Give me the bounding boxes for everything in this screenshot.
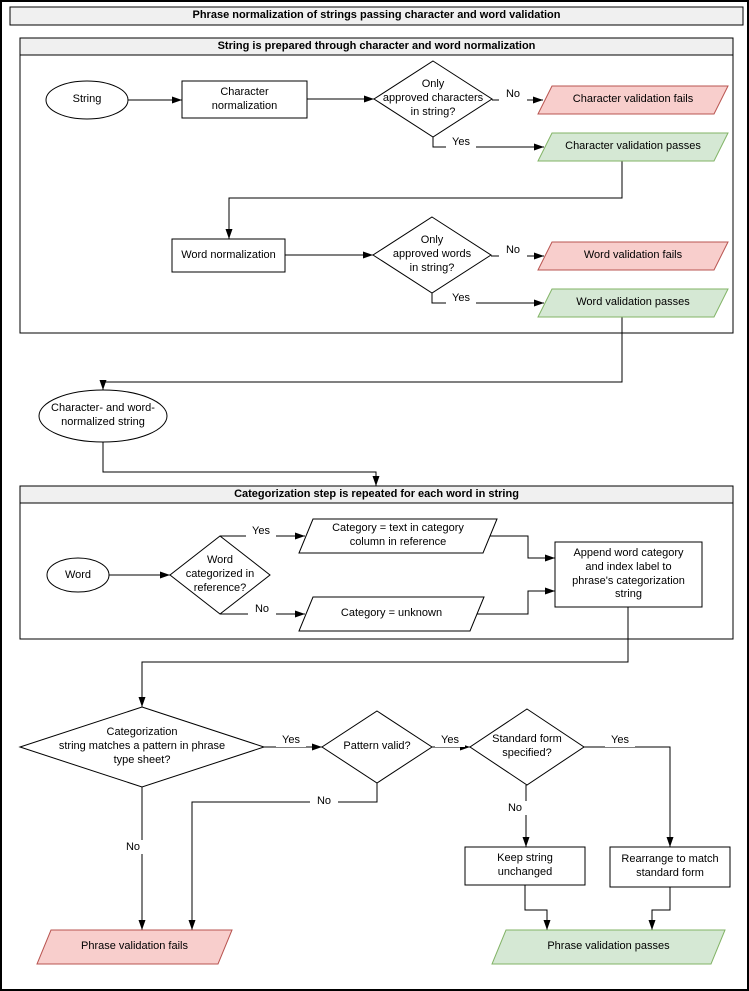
phrase-fail-label: Phrase validation fails	[80, 940, 188, 953]
pattern-valid-label: Pattern valid?	[343, 740, 411, 753]
edge-keep-to-pass	[525, 885, 547, 930]
keep-string-rect	[465, 847, 585, 885]
edge-label-yes-charcheck: Yes	[446, 135, 476, 149]
word-categorized-label: Word categorized in reference?	[185, 554, 255, 594]
string-ellipse	[46, 81, 128, 119]
char-normalization-rect	[182, 81, 307, 118]
word-normalization-label: Word normalization	[181, 248, 276, 261]
edge-label-no-patternvalid: No	[310, 794, 338, 808]
normalized-string-ellipse	[39, 390, 167, 442]
word-fail-label: Word validation fails	[583, 249, 683, 262]
word-fail-parallelogram	[538, 242, 728, 270]
section-prep-header	[20, 38, 733, 55]
phrase-fail-parallelogram	[37, 930, 232, 964]
word-normalization-rect	[172, 239, 285, 272]
edge-label-no-charcheck: No	[499, 87, 527, 101]
word-label: Word	[64, 568, 92, 581]
edge-label-no-standardform: No	[501, 801, 529, 815]
standard-form-diamond	[470, 709, 584, 785]
pattern-valid-diamond	[322, 711, 432, 783]
category-ref-parallelogram	[299, 519, 497, 553]
edge-rearrange-to-pass	[652, 887, 670, 930]
edge-wordcheck-yes	[432, 293, 544, 303]
edge-standardform-yes	[584, 747, 670, 847]
char-check-diamond	[374, 61, 492, 137]
edge-wordpass-to-normalized	[103, 317, 622, 390]
section-cat-header	[20, 486, 733, 503]
word-pass-parallelogram	[538, 289, 728, 317]
phrase-pass-label: Phrase validation passes	[547, 940, 670, 953]
pattern-match-label: Categorization string matches a pattern in phrase type sheet?	[58, 726, 226, 766]
word-check-label: Only approved words in string?	[392, 234, 472, 274]
normalized-string-label: Character- and word- normalized string	[51, 402, 155, 428]
char-normalization-label: Character normalization	[211, 85, 278, 112]
main-title: Phrase normalization of strings passing character and word validation	[192, 9, 561, 22]
edge-normalized-to-section2	[103, 442, 376, 486]
main-title-bar	[10, 7, 743, 25]
category-unknown-parallelogram	[299, 597, 484, 631]
section-cat-title: Categorization step is repeated for each word in string	[234, 487, 519, 500]
keep-string-label: Keep string unchanged	[497, 852, 553, 878]
char-fail-label: Character validation fails	[572, 93, 694, 106]
word-check-diamond	[373, 217, 491, 293]
edge-label-no-patternmatch: No	[119, 840, 147, 854]
edge-label-yes-standardform: Yes	[605, 733, 635, 747]
word-ellipse	[47, 558, 109, 592]
char-check-label: Only approved characters in string?	[382, 78, 484, 118]
edge-label-yes-wordcat: Yes	[246, 524, 276, 538]
category-ref-label: Category = text in category column in reference	[332, 522, 464, 548]
pattern-match-diamond	[20, 707, 264, 787]
edge-catref-to-append	[490, 536, 555, 558]
edge-label-no-wordcat: No	[248, 602, 276, 616]
rearrange-label: Rearrange to match standard form	[621, 853, 719, 879]
edge-label-yes-patternmatch: Yes	[276, 733, 306, 747]
standard-form-label: Standard form specified?	[492, 733, 562, 759]
phrase-pass-parallelogram	[492, 930, 725, 964]
edge-charcheck-yes	[433, 137, 544, 147]
category-unknown-label: Category = unknown	[340, 607, 443, 620]
flowchart-graphics	[2, 2, 749, 991]
append-category-rect	[555, 542, 702, 607]
edge-label-yes-patternvalid: Yes	[435, 733, 465, 747]
char-fail-parallelogram	[538, 86, 728, 114]
string-label: String	[72, 93, 102, 106]
edge-label-no-wordcheck: No	[499, 243, 527, 257]
rearrange-rect	[610, 847, 730, 887]
append-category-label: Append word category and index label to phrase's categorization string	[572, 547, 685, 601]
edge-patternvalid-no	[192, 783, 377, 930]
word-pass-label: Word validation passes	[576, 296, 690, 309]
edge-label-yes-wordcheck: Yes	[446, 291, 476, 305]
char-pass-parallelogram	[538, 133, 728, 161]
edge-catunknown-to-append	[477, 591, 555, 614]
section-prep-title: String is prepared through character and word normalization	[217, 39, 536, 52]
char-pass-label: Character validation passes	[565, 140, 701, 153]
word-categorized-diamond	[170, 536, 270, 614]
